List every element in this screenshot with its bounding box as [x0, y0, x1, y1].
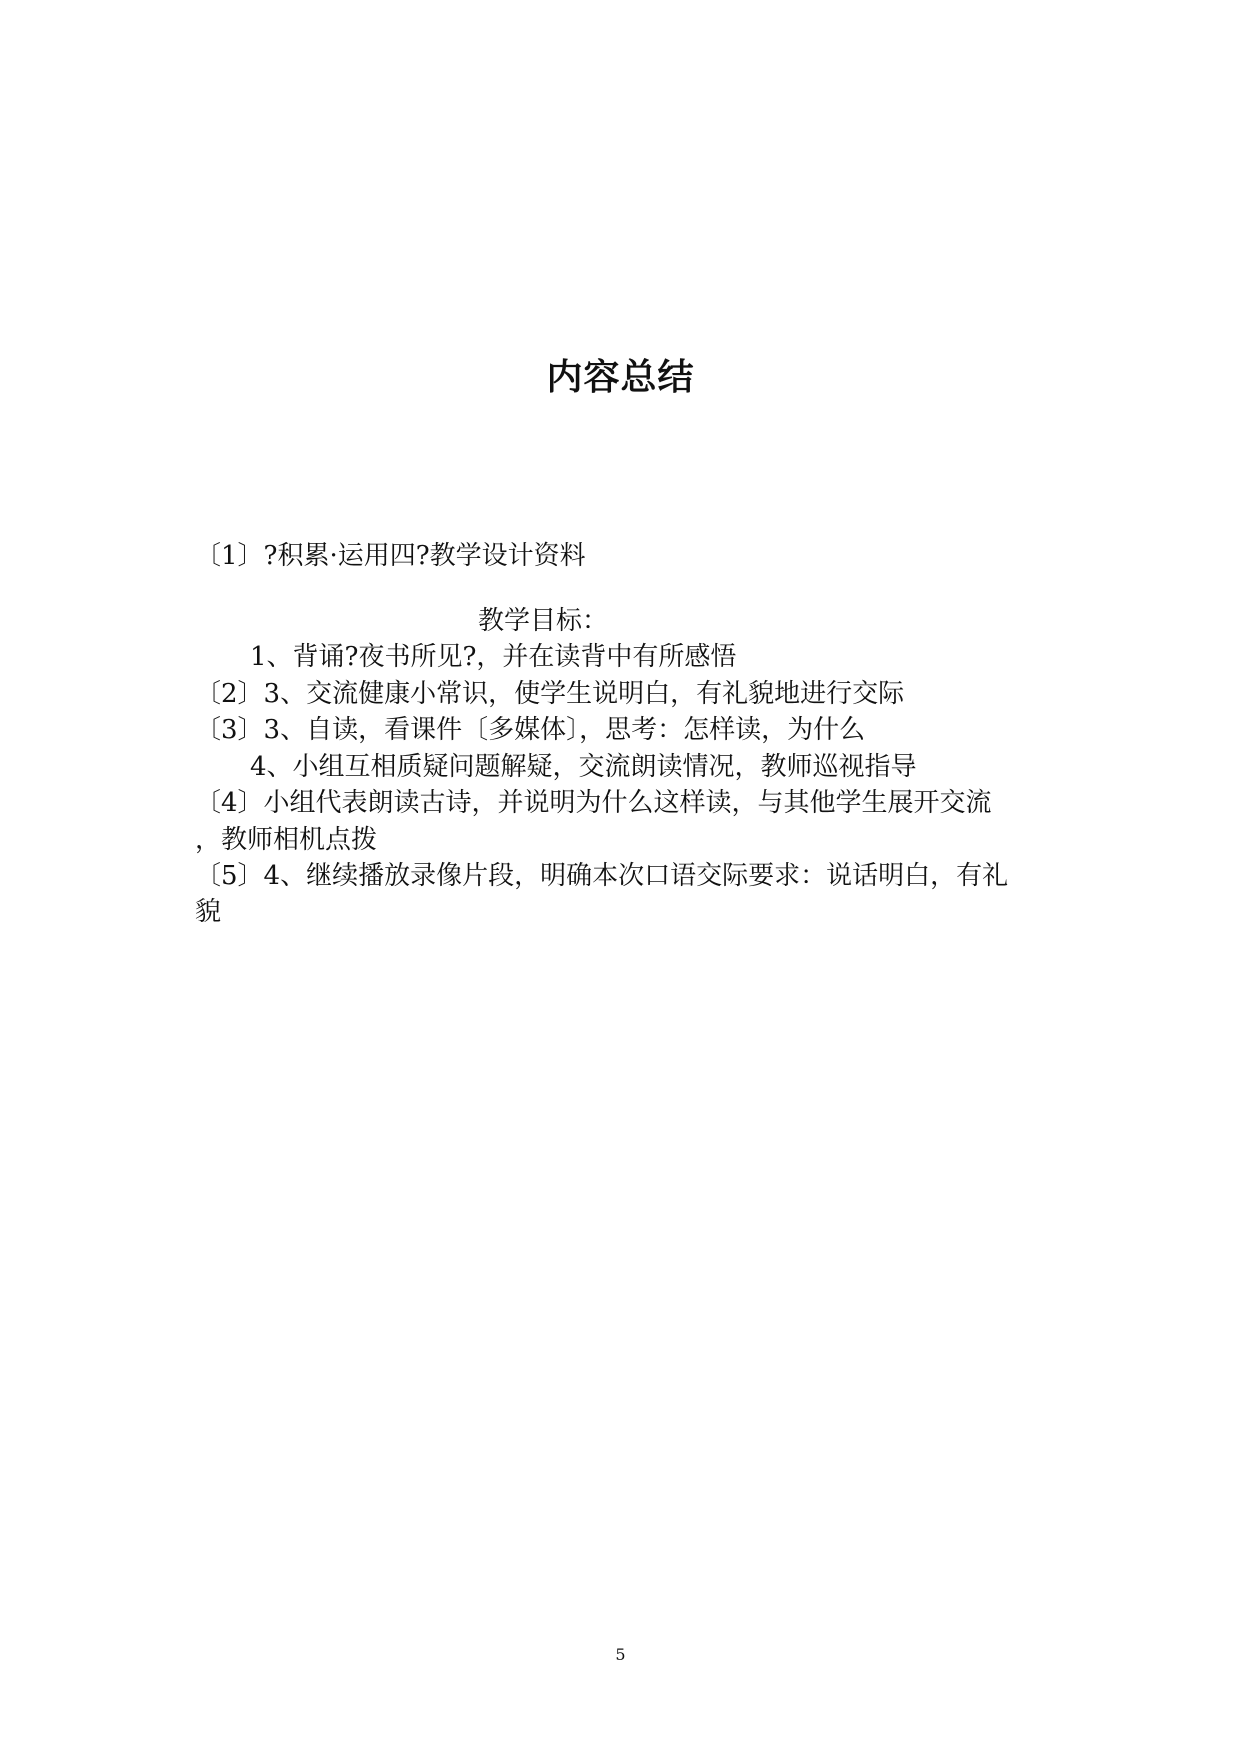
page-number: 5	[615, 1645, 626, 1664]
section-heading-line: 〔1〕?积累·运用四?教学设计资料	[195, 541, 586, 571]
body-line: ，教师相机点拨	[195, 825, 378, 855]
body-line: 〔5〕4、继续播放录像片段，明确本次口语交际要求：说话明白，有礼	[195, 861, 1009, 891]
body-line: 1、背诵?夜书所见?，并在读背中有所感悟	[250, 642, 737, 672]
body-line: 〔3〕3、自读，看课件〔多媒体〕，思考：怎样读，为什么	[195, 715, 866, 745]
body-line: 〔4〕小组代表朗读古诗，并说明为什么这样读，与其他学生展开交流	[195, 788, 992, 818]
teaching-goals-heading: 教学目标：	[478, 606, 609, 636]
body-line: 4、小组互相质疑问题解疑，交流朗读情况，教师巡视指导	[250, 752, 917, 782]
body-line: 〔2〕3、交流健康小常识，使学生说明白，有礼貌地进行交际	[195, 679, 905, 709]
body-line: 貌	[195, 897, 222, 927]
page-title: 内容总结	[546, 357, 695, 398]
